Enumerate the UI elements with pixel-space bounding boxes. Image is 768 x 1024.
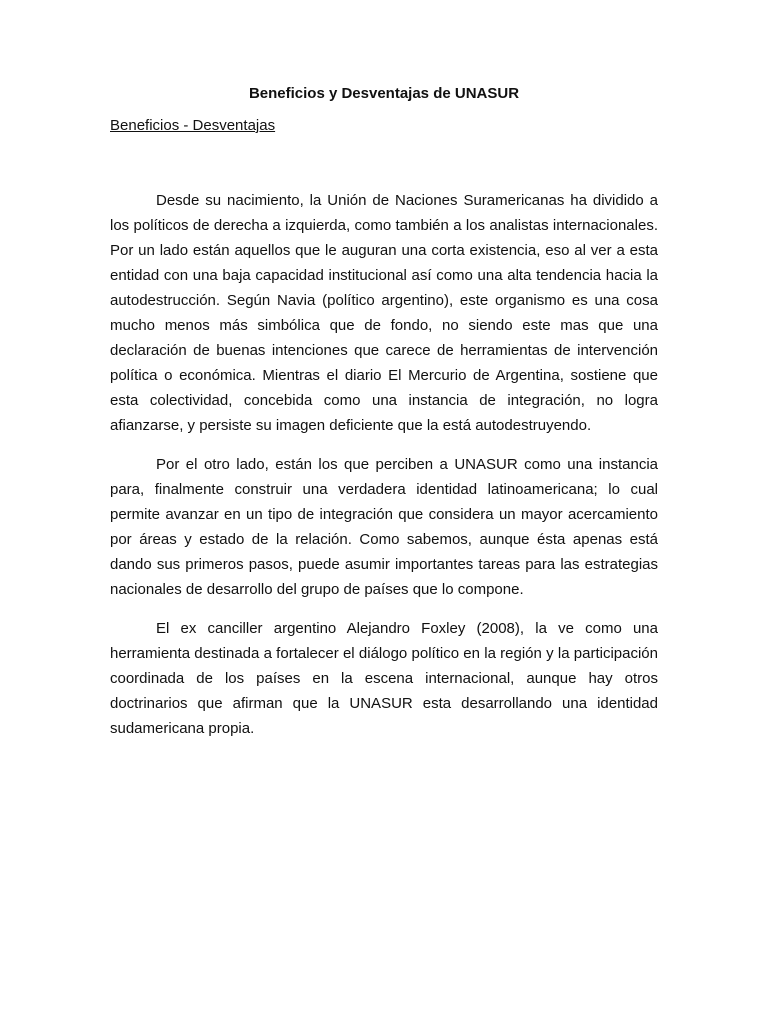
document-title: Beneficios y Desventajas de UNASUR xyxy=(248,85,520,102)
paragraph-3: El ex canciller argentino Alejandro Foxley (2008), la ve como una herramienta destinada a fortalecer el diálogo político en la región y la participación coordinada de los países en la escena internacional, aunque hay otros doctrinarios que afirman que la UNASUR esta desarrollando una identidad sudamericana propia. xyxy=(110,620,658,737)
paragraph-1: Desde su nacimiento, la Unión de Naciones Suramericanas ha dividido a los políticos de derecha a izquierda, como también a los analistas internacionales. Por un lado están aquellos que le auguran una corta existencia, eso al ver a esta entidad con una baja capacidad institucional así como una alta tendencia hacia la autodestrucción. Según Navia (político argentino), este organismo es una cosa mucho menos más simbólica que de fondo, no siendo este mas que una declaración de buenas intenciones que carece de herramientas de intervención política o económica. Mientras el diario El Mercurio de Argentina, sostiene que esta colectividad, concebida como una instancia de integración, no logra afianzarse, y persiste su imagen deficiente que la está autodestruyendo. xyxy=(110,192,658,434)
document-body xyxy=(110,188,658,755)
document-subheading: Beneficios - Desventajas xyxy=(110,117,276,134)
paragraph-2: Por el otro lado, están los que perciben a UNASUR como una instancia para, finalmente construir una verdadera identidad latinoamericana; lo cual permite avanzar en un tipo de integración que considera un mayor acercamiento por áreas y estado de la relación. Como sabemos, aunque ésta apenas está dando sus primeros pasos, puede asumir importantes tareas para las estrategias nacionales de desarrollo del grupo de países que lo compone. xyxy=(110,456,658,598)
